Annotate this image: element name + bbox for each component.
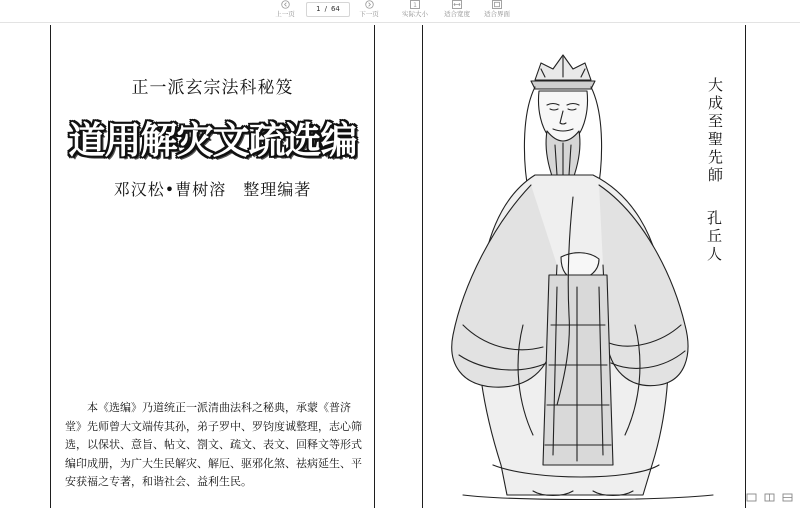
left-page [50, 25, 375, 508]
fit-page-icon [492, 0, 502, 9]
authors-line: 邓汉松•曹树溶 整理编著 [113, 180, 312, 199]
svg-text:1: 1 [413, 2, 417, 9]
next-page-label: 下一页 [359, 10, 379, 18]
fit-width-label: 适合宽度 [444, 10, 470, 18]
actual-size-label: 实际大小 [402, 10, 428, 18]
fit-page-label: 适合界面 [484, 10, 510, 18]
page-indicator[interactable] [306, 2, 350, 17]
actual-size-button[interactable] [396, 0, 434, 22]
intro-text: 本《选编》乃道统正一派清曲法科之秘典，承蒙《普济堂》先师曾大文端传其孙，弟子罗中、罗钧度诚整理，志心筛选，以保状、意旨、帖文、劄文、疏文、表文、回释文等形式编印成册，为广大生民解灾、解厄、驱邪化煞、祛病延生、平安获福之专著，和谐社会、益利生民。 [65, 401, 362, 488]
next-page-button[interactable] [352, 0, 386, 22]
fit-page-button[interactable] [478, 0, 516, 22]
page-current[interactable]: 1 [316, 5, 321, 13]
view-mode-icons [746, 487, 794, 506]
document-view[interactable] [0, 23, 800, 508]
series-title: 正一派玄宗法科秘笈 [131, 78, 294, 98]
prev-page-button[interactable] [268, 0, 302, 22]
right-page [422, 25, 746, 508]
view-mode-icon-group[interactable] [746, 493, 794, 502]
main-title: 道用解灾文疏选编 [68, 119, 357, 162]
portrait-caption-name: 孔丘人 [705, 210, 723, 264]
fit-width-button[interactable] [438, 0, 476, 22]
page-separator: / [324, 5, 327, 13]
fit-width-icon [452, 0, 462, 9]
intro-paragraph [65, 399, 365, 492]
portrait-caption-title: 大成至聖先師 [706, 77, 724, 185]
actual-size-icon [410, 0, 420, 9]
next-page-icon [365, 0, 374, 9]
viewer-toolbar [0, 0, 800, 23]
prev-page-icon [281, 0, 290, 9]
prev-page-label: 上一页 [275, 10, 295, 18]
page-total: 64 [330, 5, 340, 13]
